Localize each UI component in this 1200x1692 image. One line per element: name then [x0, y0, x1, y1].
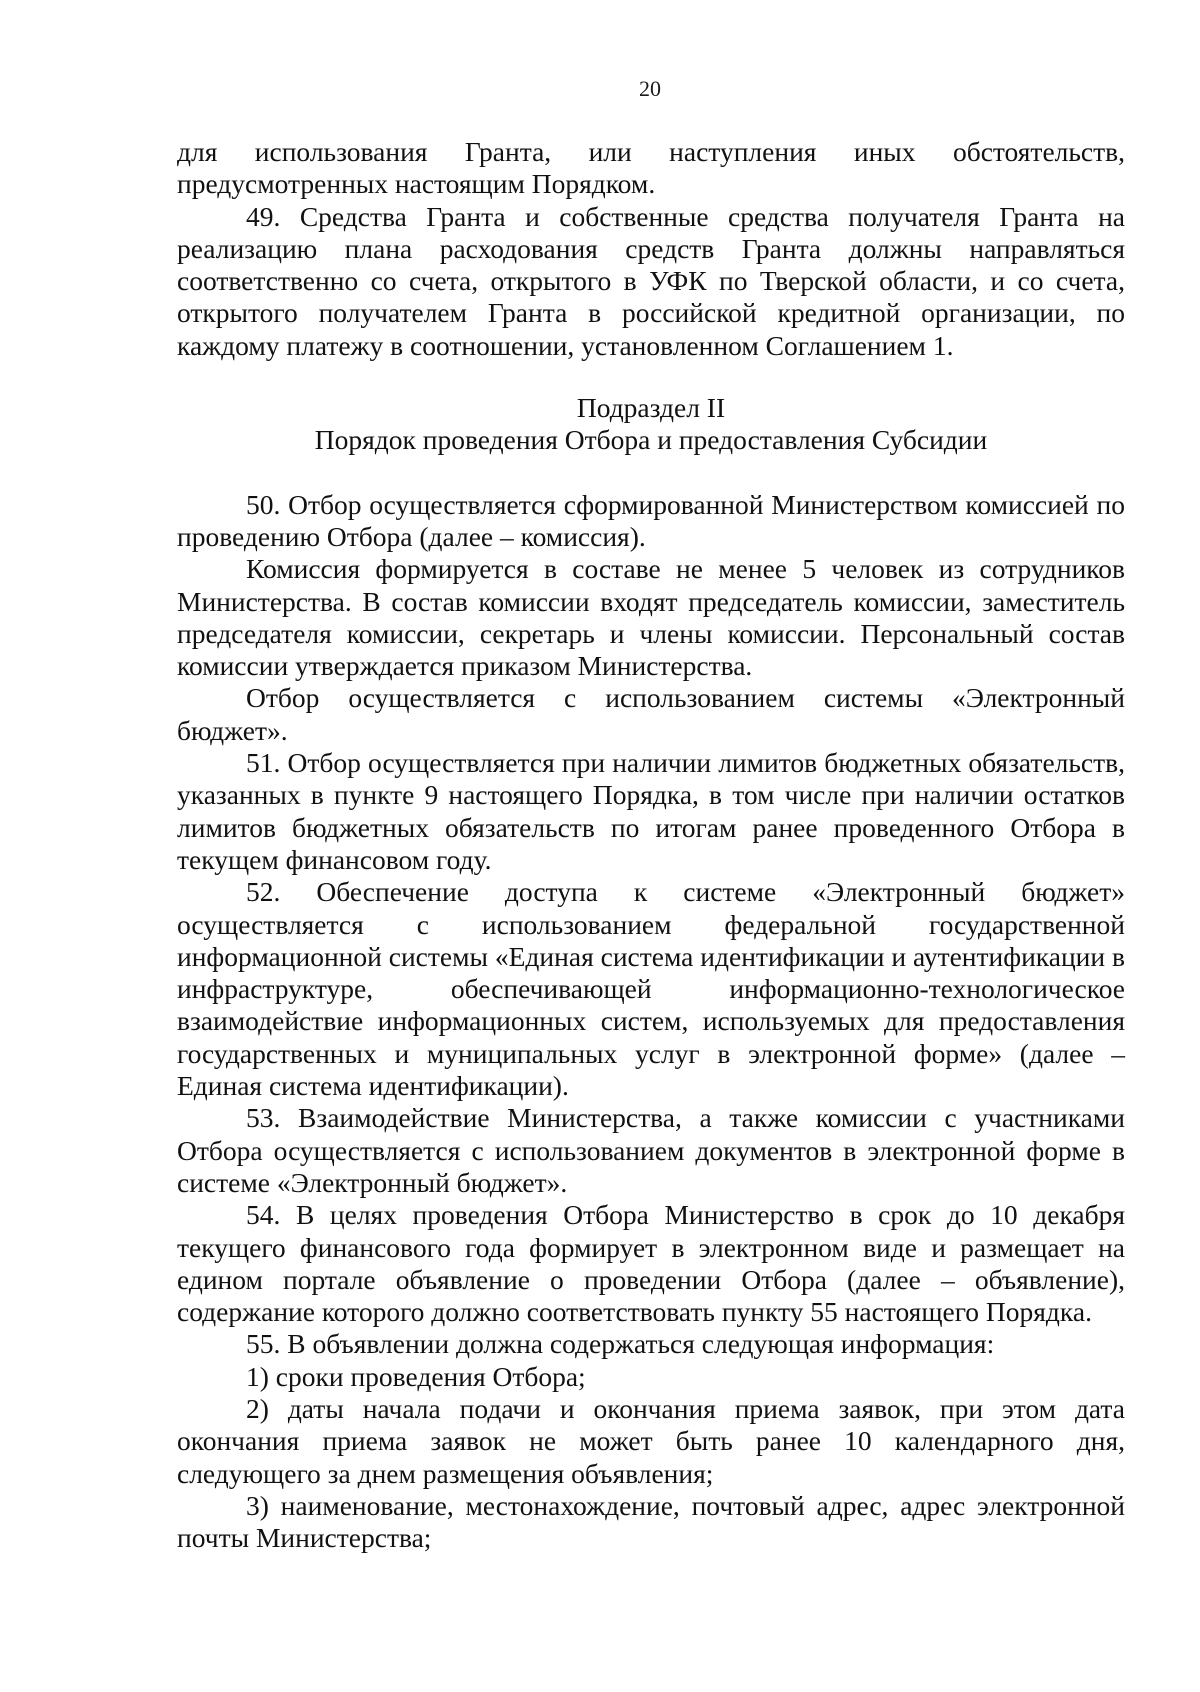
page-number: 20: [639, 76, 661, 101]
paragraph-54: 54. В целях проведения Отбора Министерство в срок до 10 декабря текущего финансового года формирует в электронном виде и размещает на едином портале объявление о проведении Отбора (далее – объявление), содержание которого должно соответствовать пункту 55 настоящего Порядка.: [177, 1199, 1125, 1328]
list-item-55-1: 1) сроки проведения Отбора;: [246, 1360, 586, 1392]
paragraph-49: 49. Средства Гранта и собственные средства получателя Гранта на реализацию плана расходования средств Гранта должны направляться соответственно со счета, открытого в УФК по Тверской области, и со счета, открытого получателем Гранта в российской кредитной организации, по каждому платежу в соотношении, установленном Соглашением 1.: [177, 200, 1125, 361]
subsection-name: Порядок проведения Отбора и предоставления Субсидии: [314, 424, 988, 456]
paragraph-50-commission: Комиссия формируется в составе не менее 5 человек из сотрудников Министерства. В состав комиссии входят председатель комиссии, заместитель председателя комиссии, секретарь и члены комиссии. Персональный состав комиссии утверждается приказом Министерства.: [177, 553, 1125, 682]
paragraph-continuation: для использования Гранта, или наступления иных обстоятельств, предусмотренных настоящим Порядком.: [177, 136, 1125, 200]
subsection-title: Подраздел II: [576, 392, 726, 424]
document-body: [177, 136, 1125, 1554]
paragraph-52: 52. Обеспечение доступа к системе «Электронный бюджет» осуществляется с использованием федеральной государственной информационной системы «Единая система идентификации и аутентификации в инфраструктуре, обеспечивающей информационно-технологическое взаимодействие информационных систем, используемых для предоставления государственных и муниципальных услуг в электронной форме» (далее – Единая система идентификации).: [177, 876, 1125, 1102]
list-item-55-3: 3) наименование, местонахождение, почтовый адрес, адрес электронной почты Министерства;: [177, 1489, 1125, 1554]
paragraph-50-system: Отбор осуществляется с использованием системы «Электронный бюджет».: [177, 682, 1125, 746]
list-item-55-2: 2) даты начала подачи и окончания приема заявок, при этом дата окончания приема заявок не может быть ранее 10 календарного дня, следующего за днем размещения объявления;: [177, 1392, 1125, 1489]
paragraph-50: 50. Отбор осуществляется сформированной Министерством комиссией по проведению Отбора (далее – комиссия).: [177, 488, 1125, 552]
paragraph-51: 51. Отбор осуществляется при наличии лимитов бюджетных обязательств, указанных в пункте 9 настоящего Порядка, в том числе при наличии остатков лимитов бюджетных обязательств по итогам ранее проведенного Отбора в текущем финансовом году.: [177, 747, 1125, 875]
paragraph-53: 53. Взаимодействие Министерства, а также комиссии с участниками Отбора осуществляется с использованием документов в электронной форме в системе «Электронный бюджет».: [177, 1102, 1125, 1198]
paragraph-55: 55. В объявлении должна содержаться следующая информация:: [246, 1328, 995, 1360]
